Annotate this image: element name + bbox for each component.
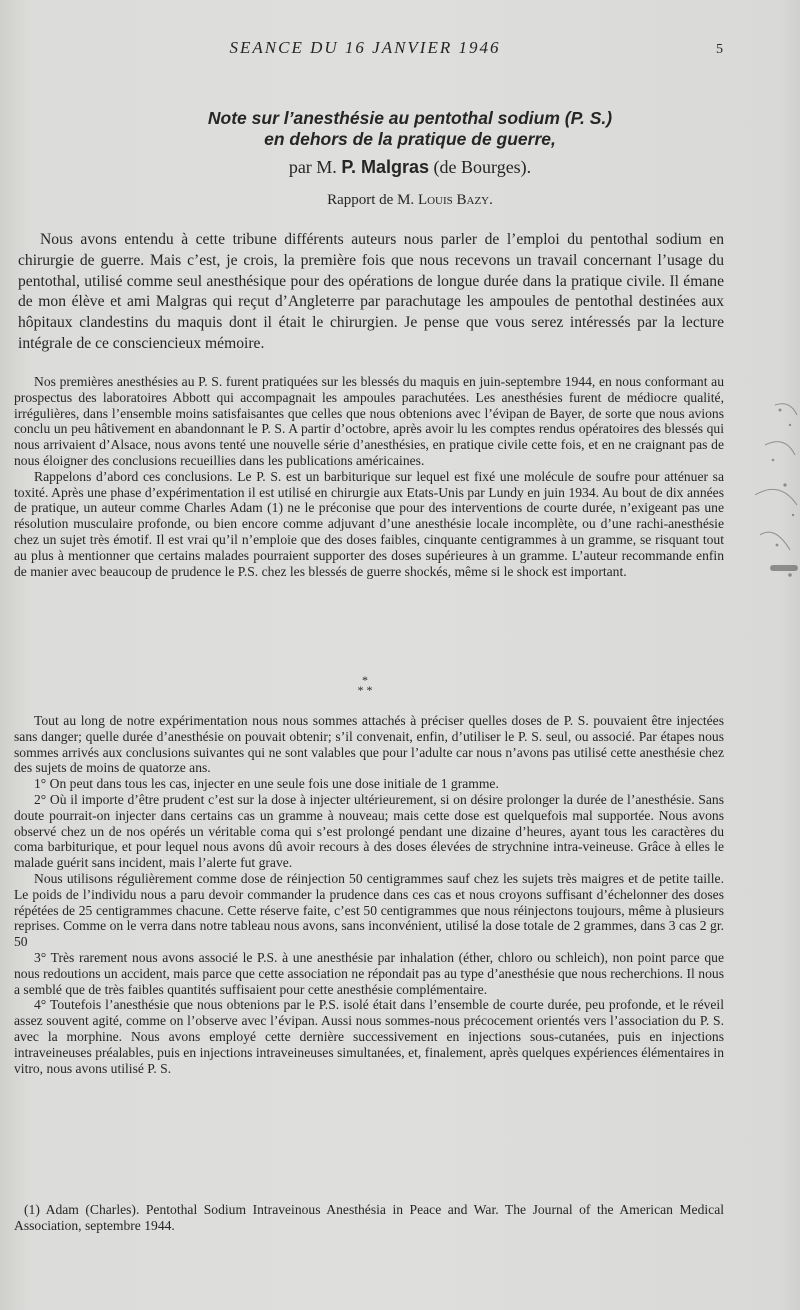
intro-paragraph: Nous avons entendu à cette tribune différents auteurs nous parler de l’emploi du pentothal sodium en chirurgie de guerre. Mais c’est, je crois, la première fois que nous recevons un travail concernant l’usage du pentothal, utilisé comme seul anesthésique pour des opérations de longue durée dans la pratique civile. Il émane de mon élève et ami Malgras qui reçut d’Angleterre par parachutage les ampoules de pentothal destinées aux hôpitaux clandestins du maquis dont il était le chirurgien. Je pense que vous serez intéressés par la lecture intégrale de ce consciencieux mémoire. xyxy=(18,231,724,352)
article-title xyxy=(80,108,740,150)
byline xyxy=(80,157,740,178)
byline-prefix: par M. xyxy=(288,157,337,177)
section-2 xyxy=(14,713,724,1076)
footnote: (1) Adam (Charles). Pentothal Sodium Intraveinous Anesthésia in Peace and War. The Journal of the American Medical Association, septembre 1944. xyxy=(14,1202,724,1233)
asterism-top: * xyxy=(362,673,368,687)
rapporteur-name: Louis Bazy. xyxy=(417,192,493,208)
article-title-line-1: Note sur l’anesthésie au pentothal sodium (P. S.) xyxy=(207,108,613,128)
library-stamp-mark xyxy=(735,385,800,600)
running-title: SEANCE DU 16 JANVIER 1946 xyxy=(229,38,501,57)
body-paragraph: 2° Où il importe d’être prudent c’est sur la dose à injecter ultérieurement, si on désire prolonger la durée de l’anesthésie. Sans doute pourrait-on injecter dans certains cas un gramme à nouveau; mais cette dose est quelquefois mal supportée. Nous avons observé chez un de nos opérés un véritable coma qui s’est prolongé pendant une dizaine d’heures, ayant tous les caractères du coma barbiturique, et pour lequel nous avons dû avoir recours à des doses élevées de strychnine intra-veineuse. Grâce à elles le malade guérit sans incident, mais l’alerte fut grave. xyxy=(14,791,724,871)
article-title-line-2: en dehors de la pratique de guerre, xyxy=(264,129,556,149)
author-name: P. Malgras xyxy=(341,157,430,177)
body-paragraph: Nos premières anesthésies au P. S. furent pratiquées sur les blessés du maquis en juin-septembre 1944, en nous conformant au prospectus des laboratoires Abbott qui accompagnait les ampoules parachutées. Les anesthésies furent de médiocre qualité, irrégulières, dans l’ensemble moins satisfaisantes que celles que nous obtenions avec l’évipan de Bayer, de sorte que nous avions conclu un peu hâtivement en abandonnant le P. S. A partir d’octobre, après avoir lu les comptes rendus opératoires des blessés qui nous arrivaient d’Alsace, nous avons tenté une nouvelle série d’anesthésies, en pratique civile cette fois, et en ne craignant pas de nous éloigner des conclusions recueillies dans les publications américaines. xyxy=(14,374,724,468)
byline-suffix: (de Bourges). xyxy=(433,157,532,177)
body-paragraph: 4° Toutefois l’anesthésie que nous obtenions par le P.S. isolé était dans l’ensemble de courte durée, peu profonde, et le réveil assez souvent agité, comme on l’observe avec l’évipan. Aussi nous sommes-nous précocement orientés vers l’association du P. S. avec la morphine. Nous avons employé cette dernière successivement en injections sous-cutanées, puis en injections intraveineuses préalables, puis en injections intraveineuses simultanées, et, finalement, après quelques expériences élémentaires in vitro, nous avons utilisé P. S. xyxy=(14,997,724,1076)
body-paragraph: 1° On peut dans tous les cas, injecter en une seule fois une dose initiale de 1 gramme. xyxy=(34,776,499,792)
page-number: 5 xyxy=(716,42,723,57)
rapport-line xyxy=(80,192,740,209)
body-paragraph: Rappelons d’abord ces conclusions. Le P. S. est un barbiturique sur lequel est fixé une molécule de soufre pour atténuer sa toxité. Après une phase d’expérimentation il est utilisé en chirurgie aux Etats-Unis par Lundy en juin 1934. Au bout de dix années de pratique, un auteur comme Charles Adam (1) ne le préconise que pour des interventions de courte durée, n’exigeant pas une résolution musculaire profonde, ou bien encore comme adjuvant d’une anesthésie locale incomplète, ou d’une rachi-anesthésie chez un sujet très émotif. Il est vrai qu’il n’emploie que des doses faibles, cinquante centigrammes à un gramme, se risquant tout au plus à mentionner que certains malades pourraient supporter des doses supérieures à un gramme. L’auteur recommande enfin de manier avec beaucoup de prudence le P.S. chez les blessés de guerre shockés, même si le shock est important. xyxy=(14,468,724,579)
body-paragraph: 3° Très rarement nous avons associé le P.S. à une anesthésie par inhalation (éther, chloro ou schleich), non point parce que nous redoutions un accident, mais parce que cette association ne répondait pas au type d’anesthésie que nous recherchions. Il nous a semblé que de très faibles quantités suffisaient pour cette anesthésie complémentaire. xyxy=(14,949,724,997)
body-paragraph: Tout au long de notre expérimentation nous nous sommes attachés à préciser quelles doses de P. S. pouvaient être injectées sans danger; quelle durée d’anesthésie on pouvait obtenir; s’il convenait, enfin, d’utiliser le P. S. seul, ou associé. Par étapes nous sommes arrivés aux conclusions suivantes qui ne sont valables que pour l’adulte car nous n’avons pas utilisé cette anesthésie chez des sujets de moins de quatorze ans. xyxy=(14,713,724,776)
running-head xyxy=(0,38,800,62)
rapport-prefix: Rapport de M. xyxy=(327,192,415,208)
asterism-separator xyxy=(330,675,400,695)
body-paragraph: Nous utilisons régulièrement comme dose de réinjection 50 centigrammes sauf chez les sujets très maigres et de petite taille. Le poids de l’individu nous a paru devoir commander la prudence dans ces cas et nous croyons suffisant d’échelonner des doses répétées de 25 centigrammes chacune. Cette réserve faite, c’est 50 centigrammes que nous réinjectons toujours, même à plusieurs reprises. Comme on le verra dans notre tableau nous avons, sans inconvénient, utilisé la dose totale de 2 grammes, dans 3 cas 2 gr. 50 xyxy=(14,870,724,950)
asterism-bottom: * * xyxy=(357,683,373,697)
section-1 xyxy=(14,374,724,579)
